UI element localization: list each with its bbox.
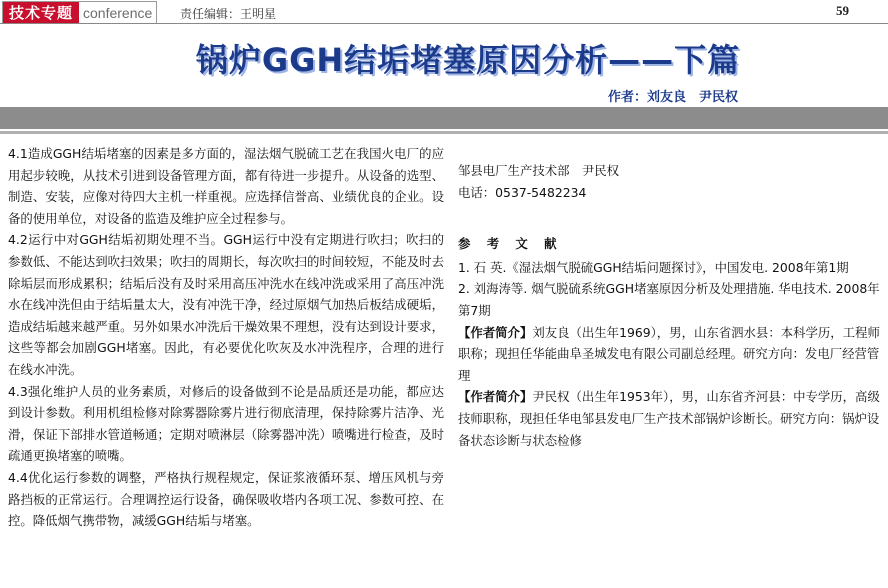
left-column [8, 143, 444, 532]
references-heading: 参 考 文 献 [458, 236, 563, 252]
paragraph-4-4: 4.4优化运行参数的调整，严格执行规程规定，保证浆液循环泵、增压风机与旁路挡板的正常运行。合理调控运行设备，确保吸收塔内各项工况、参数可控、在控。降低烟气携带物，减缓GGH结垢与堵塞。 [8, 469, 444, 529]
decorative-band [0, 107, 888, 129]
article-authors: 作者：刘友良 尹民权 [608, 90, 739, 105]
contact-phone: 电话：0537-5482234 [458, 184, 587, 200]
author-bio-text: 刘友良（出生年1969），男，山东省泗水县：本科学历，工程师职称；现担任华能曲阜圣城发电有限公司副总经理。研究方向：发电厂经营管理 [458, 324, 880, 383]
page-number: 59 [836, 3, 849, 18]
column-tag [2, 1, 157, 25]
author-bio [458, 322, 884, 387]
paragraph-4-1: 4.1造成GGH结垢堵塞的因素是多方面的，湿法烟气脱硫工艺在我国火电厂的应用起步较晚，从技术引进到设备管理方面，都有待进一步提升。从设备的选型、制造、安装，应像对待四大主机一样重视。应选择信誉高、业绩优良的企业。设备的使用单位，对设备的监造及维护应全过程参与。 [8, 146, 444, 226]
column-tag-english: conference [79, 2, 156, 24]
paragraph-4-2: 4.2运行中对GGH结垢初期处理不当。GGH运行中没有定期进行吹扫；吹扫的参数低、不能达到吹扫效果；吹扫的周期长，每次吹扫的时间较短，不能及时去除垢层而形成累积；结垢后没有及时采用高压冲洗水在线冲洗或采用了高压冲洗水在线冲洗但由于结垢量太大，没有冲洗干净，经过原烟气加热后板结成硬垢，造成结垢越来越严重。另外如果水冲洗后干燥效果不理想，没有达到设计要求，这些等都会加剧GGH堵塞。因此，有必要优化吹灰及水冲洗程序，合理的进行在线水冲洗。 [8, 232, 444, 377]
author-bio-text: 尹民权（出生年1953年），男，山东省齐河县：中专学历，高级技师职称，现担任华电邹县发电厂生产技术部锅炉诊断长。研究方向：锅炉设备状态诊断与状态检修 [458, 389, 880, 448]
contact-block [458, 160, 884, 203]
author-bio [458, 386, 884, 451]
reference-item: 1. 石 英.《湿法烟气脱硫GGH结垢问题探讨》，中国发电. 2008年第1期 [458, 259, 849, 275]
author-bio-label: 【作者简介】 [458, 324, 533, 340]
page-header [0, 0, 888, 24]
article-title: 锅炉GGH结垢堵塞原因分析——下篇 [195, 41, 741, 79]
decorative-rule [0, 131, 888, 134]
author-bio-label: 【作者简介】 [458, 389, 533, 405]
right-column [458, 160, 884, 451]
contact-unit: 邹县电厂生产技术部 尹民权 [458, 163, 620, 178]
paragraph-4-3: 4.3强化维护人员的业务素质，对修后的设备做到不论是品质还是功能，都应达到设计参数。利用机组检修对除雾器除雾片进行彻底清理，保持除雾片洁净、光滑，保证下部排水管道畅通；定期对喷淋层（除雾器冲洗）喷嘴进行检查，及时疏通更换堵塞的喷嘴。 [8, 383, 444, 464]
reference-item: 2. 刘海涛等. 烟气脱硫系统GGH堵塞原因分析及处理措施. 华电技术. 2008年第7期 [458, 281, 880, 318]
responsible-editor: 责任编辑：王明星 [180, 7, 277, 21]
column-tag-chinese: 技术专题 [3, 2, 79, 24]
